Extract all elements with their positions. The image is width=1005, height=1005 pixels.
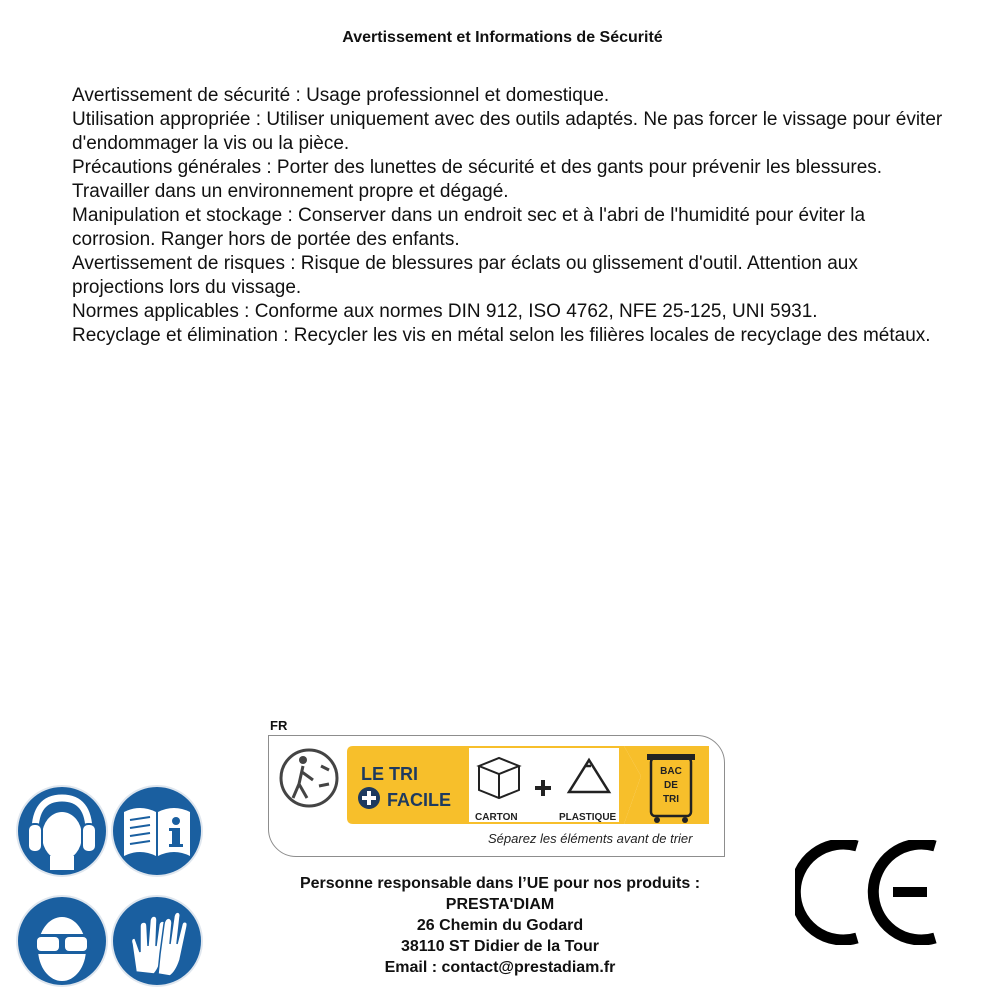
page-title: Avertissement et Informations de Sécurité — [342, 29, 663, 46]
bin-label-2: DE — [664, 780, 678, 791]
paragraph-handling-storage: Manipulation et stockage : Conserver dans un endroit sec et à l'abri de l'humidité pour éviter la corrosion. Ranger hors de portée des enfants. — [72, 205, 866, 250]
country-label: FR — [270, 718, 288, 733]
paragraph-proper-use: Utilisation appropriée : Utiliser uniquement avec des outils adaptés. Ne pas forcer le vissage pour éviter d'endommager la vis ou la pièce. — [72, 109, 943, 154]
ear-protection-icon — [15, 784, 107, 876]
read-manual-icon — [110, 784, 202, 876]
street-address: 26 Chemin du Godard — [416, 917, 584, 934]
company-name: PRESTA'DIAM — [445, 896, 555, 913]
ce-mark-icon — [795, 840, 940, 950]
carton-label: CARTON — [475, 812, 518, 823]
city-address: 38110 ST Didier de la Tour — [401, 938, 599, 955]
paragraph-standards: Normes applicables : Conforme aux normes DIN 912, ISO 4762, NFE 25-125, UNI 5931. — [72, 301, 818, 322]
triman-line2: FACILE — [387, 790, 452, 810]
eye-protection-icon — [15, 894, 107, 986]
paragraph-recycling: Recyclage et élimination : Recycler les vis en métal selon les filières locales de recyclage des métaux. — [72, 325, 931, 346]
paragraph-general-precautions: Précautions générales : Porter des lunettes de sécurité et des gants pour prévenir les blessures. Travailler dans un environnement propre et dégagé. — [72, 157, 883, 202]
safety-text — [72, 84, 952, 348]
responsible-heading: Personne responsable dans l’UE pour nos produits : — [299, 875, 701, 892]
email-line: Email : contact@prestadiam.fr — [384, 959, 616, 976]
bin-label-1: BAC — [660, 766, 682, 777]
plastique-label: PLASTIQUE — [559, 812, 617, 823]
triman-icon — [281, 750, 337, 806]
paragraph-risk-warning: Avertissement de risques : Risque de blessures par éclats ou glissement d'outil. Attention aux projections lors du vissage. — [72, 253, 858, 298]
triman-caption: Séparez les éléments avant de trier — [488, 831, 693, 846]
paragraph-safety-warning: Avertissement de sécurité : Usage professionnel et domestique. — [72, 85, 610, 106]
responsible-person-block — [200, 873, 800, 978]
gloves-icon — [110, 894, 202, 986]
bin-label-3: TRI — [662, 794, 680, 805]
triman-line1: LE TRI — [361, 764, 418, 784]
